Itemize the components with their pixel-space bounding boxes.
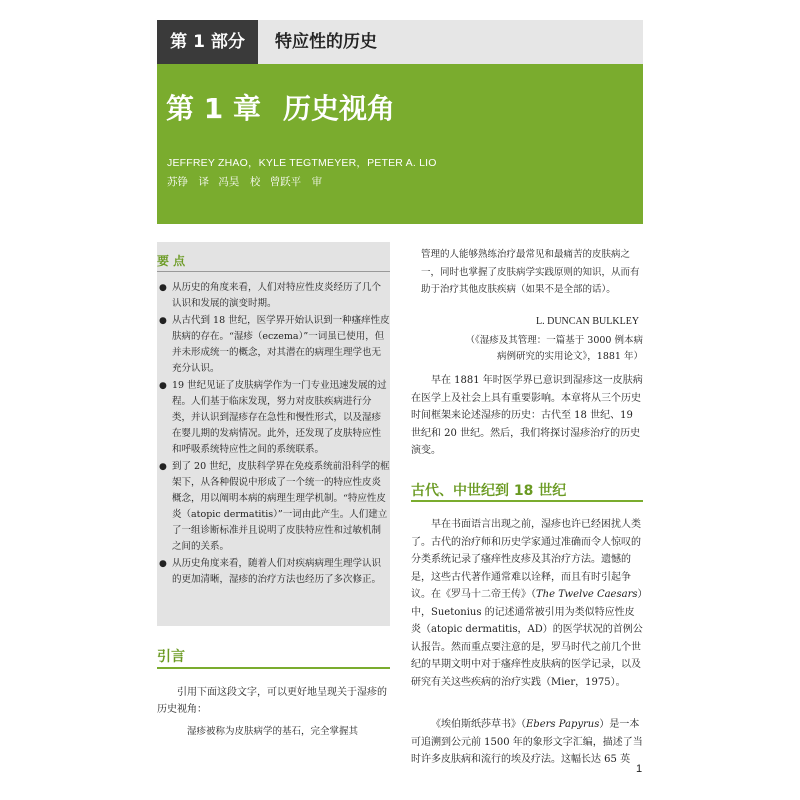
body-paragraph: 早在 1881 年时医学界已意识到湿疹这一皮肤病在医学上及社会上具有重要影响。本章将从三个历史时间框架来论述湿疹的历史：古代至 18 世纪、19 世纪和 20 世纪。然后，我们将探讨湿疹治疗的历史演变。 <box>411 375 643 456</box>
key-points-heading: 要 点 <box>157 254 186 268</box>
quote-source: （《湿疹及其管理：一篇基于 3000 例本病病例研究的实用论文》，1881 年） <box>465 335 643 362</box>
key-point-item: ● 从历史的角度来看，人们对特应性皮炎经历了几个认识和发展的演变时期。 <box>159 282 382 309</box>
chapter-number: 第 1 章 <box>166 92 261 125</box>
bullet-icon: ● <box>159 559 167 569</box>
chapter-translators <box>167 174 328 189</box>
part-label: 第 1 部分 <box>157 20 258 64</box>
page-number: 1 <box>636 763 643 775</box>
body-paragraph: 《埃伯斯纸莎草书》（Ebers Papyrus）是一本可追溯到公元前 1500 年的象形文字汇编，描述了当时许多皮肤病和流行的埃及疗法。这幅长达 65 英 <box>411 719 643 765</box>
reviewer: 曾跃平 审 <box>269 176 323 188</box>
quote-continuation: 管理的人能够熟练治疗最常见和最痛苦的皮肤病之一，同时也掌握了皮肤病学实践原则的知识，从而有助于治疗其他皮肤疾病（如果不是全部的话）。 <box>421 249 640 295</box>
key-point-item: ● 19 世纪见证了皮肤病学作为一门专业迅速发展的过程。人们基于临床发现，努力对皮肤疾病进行分类，并认识到湿疹存在急性和慢性形式，以及湿疹在婴儿期的发病情况。此外，还发现了皮肤特应性和呼吸系统特应性之间的系统联系。 <box>159 380 387 455</box>
bullet-icon: ● <box>159 316 167 326</box>
section-divider <box>411 500 643 502</box>
key-point-item: ● 从古代到 18 世纪，医学界开始认识到一种瘙痒性皮肤病的存在。“湿疹（eczema）”一词虽已使用，但并未形成统一的概念，对其潜在的病理生理学也无充分认识。 <box>159 315 390 374</box>
chapter-banner <box>157 64 643 224</box>
intro-heading: 引言 <box>157 649 185 665</box>
part-title: 特应性的历史 <box>275 32 377 52</box>
key-point-item: ● 从历史角度来看，随着人们对疾病病理生理学认识的更加清晰，湿疹的治疗方法也经历了多次修正。 <box>159 558 382 585</box>
chapter-name: 历史视角 <box>282 92 395 125</box>
key-points-box <box>157 242 390 626</box>
intro-paragraph: 引用下面这段文字，可以更好地呈现关于湿疹的历史视角： <box>157 687 387 715</box>
chapter-title <box>166 87 395 127</box>
intro-divider <box>157 667 390 669</box>
proofreader: 冯昊 校 <box>218 176 261 188</box>
quote-author: L. DUNCAN BULKLEY <box>536 316 640 327</box>
chapter-authors: JEFFREY ZHAO，KYLE TEGTMEYER，PETER A. LIO <box>167 157 437 169</box>
bullet-icon: ● <box>159 381 167 391</box>
intro-quote: 湿疹被称为皮肤病学的基石，完全掌握其 <box>187 726 359 737</box>
key-point-item: ● 到了 20 世纪，皮肤科学界在免疫系统前沿科学的框架下，从各种假说中形成了一个统一的特应性皮炎概念，用以阐明本病的病理生理学机制。“特应性皮炎（atopic dermatitis）”一词由此产生。人们建立了一组诊断标准并且说明了皮肤特应性和过敏机制之间的关系。 <box>159 461 390 552</box>
key-points-list <box>157 280 390 589</box>
part-header <box>157 20 643 64</box>
key-points-divider <box>157 271 390 272</box>
translator: 苏铮 译 <box>167 176 209 188</box>
body-paragraph: 早在书面语言出现之前，湿疹也许已经困扰人类了。古代的治疗师和历史学家通过准确而令人惊叹的分类系统记录了瘙痒性皮疹及其治疗方法。遗憾的是，这些古代著作通常难以诠释，而且有时引起争议。在《罗马十二帝王传》（The Twelve Caesars）中，Suetonius 的记述通常被引用为类似特应性皮炎（atopic dermatitis，AD）的医学状况的首例公认报告。然而重点要注意的是，罗马时代之前几个世纪的早期文明中对于瘙痒性皮肤病的医学记录，以及研究有关这些疾病的治疗实践（Mier，1975）。 <box>411 519 643 688</box>
bullet-icon: ● <box>159 283 167 293</box>
section-heading: 古代、中世纪到 18 世纪 <box>411 483 567 499</box>
bullet-icon: ● <box>159 462 167 472</box>
